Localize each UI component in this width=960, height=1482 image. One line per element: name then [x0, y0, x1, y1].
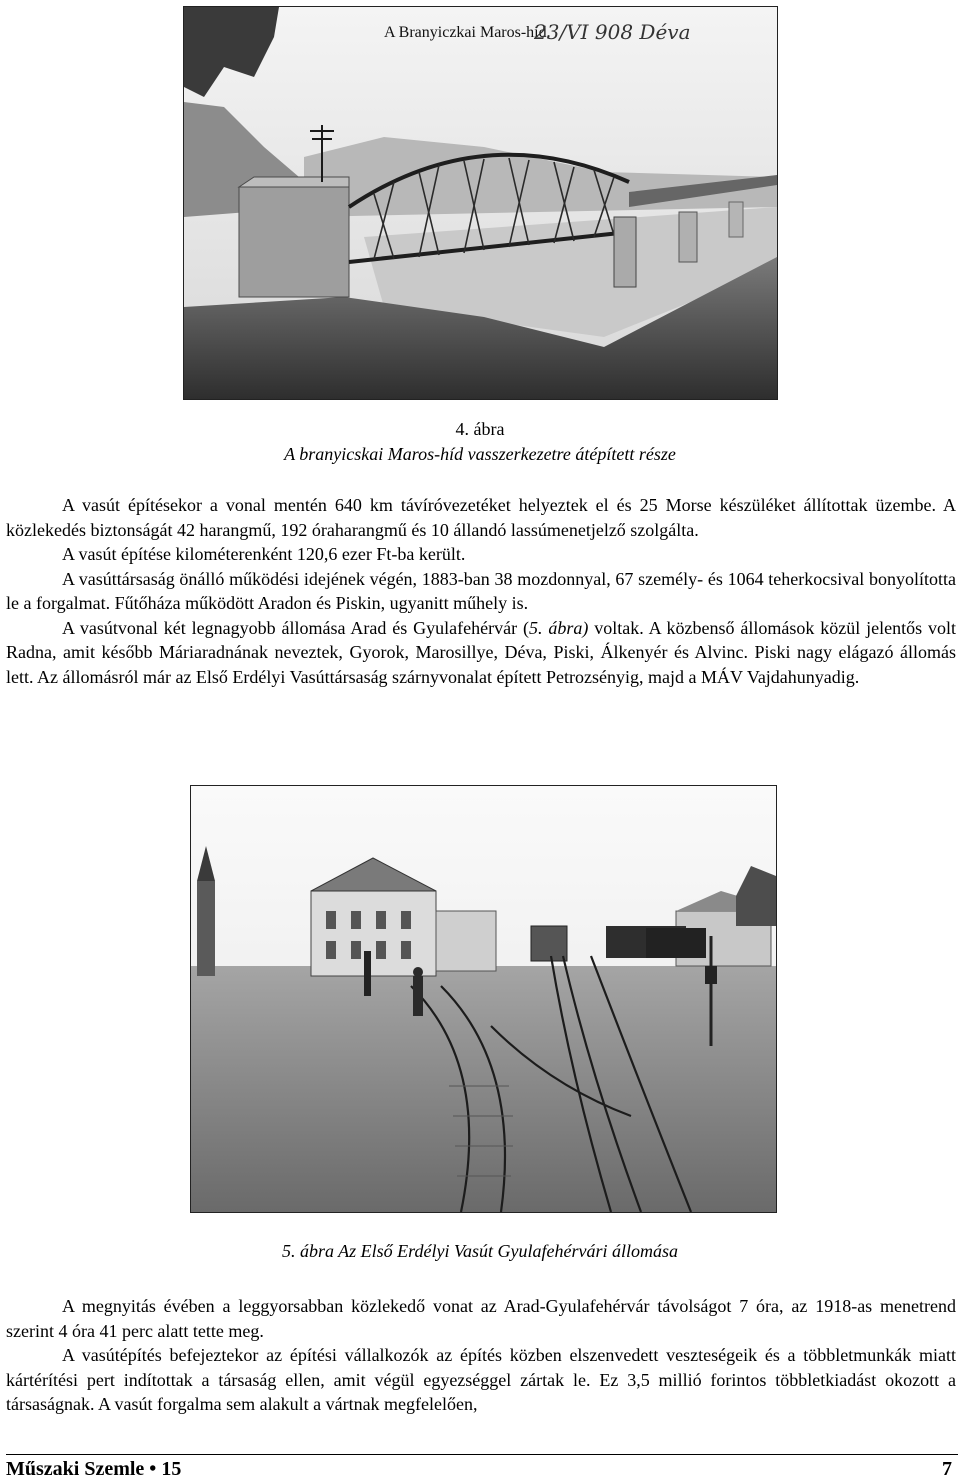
paragraph: A vasútvonal két legnagyobb állomása Arad és Gyulafehérvár (5. ábra) voltak. A közbenső állomások közül jelentős volt Radna, amit később Máriaradnának neveztek, Gyorok, Marosillye, Déva, Piski, Álkenyér és Alvinc. Piski nagy elágazó állomás lett. Az állomásról már az Első Erdélyi Vasúttársaság szárnyvonalat épített Petrozsényig, majd a MÁV Vajdahunyadig. [6, 617, 957, 687]
paragraph: A megnyitás évében a leggyorsabban közlekedő vonat az Arad-Gyulafehérvár távolságot 7 óra, az 1918-as menetrend szerint 4 óra 41 perc alatt tette meg. [6, 1296, 956, 1341]
body-text-top [6, 493, 956, 689]
body-text-bottom [6, 1294, 956, 1417]
photo-inscription: A Branyiczkai Maros-hid. [384, 24, 551, 41]
paragraph: A vasútépítés befejeztekor az építési vállalkozók az építés közben elszenvedett veszteségeik és a többletmunkák miatt kártérítési pert indítottak a társaság ellen, amit végül egyezséggel zártak le. Ez 3,5 millió forintos többletkiadást okozott a társaságnak. A vasút forgalma sem alakult a vártnak megfelelően, [6, 1345, 956, 1414]
figure-reference: 5. ábra) [528, 617, 589, 638]
paragraph: A vasúttársaság önálló működési idejének végén, 1883-ban 38 mozdonnyal, 67 személy- és 1064 teherkocsival bonyolította le a forgalmat. Fűtőháza működött Aradon és Piskin, ugyanitt műhely is. [6, 568, 956, 613]
bridge-photo [183, 6, 778, 400]
figure4-caption-title: A branyicskai Maros-híd vasszerkezetre átépített része [284, 444, 676, 464]
page-number: 7 [942, 1458, 952, 1480]
figure4-caption-number: 4. ábra [455, 419, 505, 439]
footer-rule [6, 1454, 958, 1455]
paragraph: A vasút építése kilométerenként 120,6 ezer Ft-ba került. [62, 544, 466, 564]
paragraph: A vasút építésekor a vonal mentén 640 km távíróvezetéket helyeztek el és 25 Morse készüléket állítottak üzembe. A közlekedés biztonságát 42 harangmű, 192 óraharangmű és 10 állandó lassúmenetjelző szolgálta. [6, 495, 956, 540]
handwritten-date: 23/VI 908 Déva [534, 20, 691, 44]
journal-name: Műszaki Szemle • 15 [6, 1458, 182, 1480]
station-photo [190, 785, 777, 1213]
figure5-caption: 5. ábra Az Első Erdélyi Vasút Gyulafehérvári állomása [282, 1241, 678, 1261]
